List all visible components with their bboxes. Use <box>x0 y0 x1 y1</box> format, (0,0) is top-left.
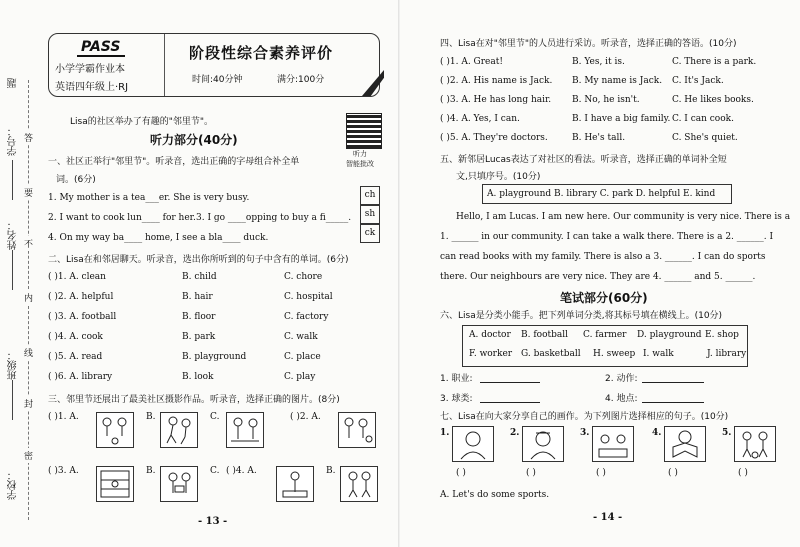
qr-code-icon[interactable] <box>346 113 382 149</box>
s6-word-d: D. playground <box>637 330 702 340</box>
s3-q4-b-label: B. <box>326 466 336 476</box>
s4-row-1-a[interactable]: ( )1. A. Great! <box>440 57 503 67</box>
s7-label-5: 5. <box>722 428 732 438</box>
s6-word-e: E. shop <box>705 330 739 340</box>
letter-box-ck: ck <box>360 224 380 243</box>
s6-word-f: F. worker <box>469 349 513 359</box>
s2-row-2-a[interactable]: ( )2. A. helpful <box>48 292 114 302</box>
s6-blank-1[interactable] <box>480 382 540 383</box>
s1-title-1: 一、社区正举行"邻里节"。听录音，选出正确的字母组合补全单 <box>48 157 300 167</box>
grade-label: 英语四年级上·RJ <box>55 82 129 93</box>
s6-word-i: I. walk <box>643 349 674 359</box>
s1-q2: 2. I want to cook lun____ for her. <box>48 213 196 223</box>
s2-row-1-b: B. child <box>182 272 217 282</box>
s3-q1-b-label: B. <box>146 412 156 422</box>
s5-passage-4: there. Our neighbours are very nice. They are 4. ______ and 5. ______. <box>440 272 756 282</box>
s6-blank-4[interactable] <box>642 402 704 403</box>
s2-title: 二、Lisa在和邻居聊天。听录音，选出你所听到的句子中含有的单词。(6分) <box>48 255 349 265</box>
kids-running-image <box>161 413 197 447</box>
s3-q3-pic-a[interactable] <box>96 466 134 502</box>
s4-row-3-a[interactable]: ( )3. A. He has long hair. <box>440 95 552 105</box>
s7-pic-1 <box>452 426 494 462</box>
s4-row-2-c: C. It's Jack. <box>672 76 724 86</box>
s4-row-5-c: C. She's quiet. <box>672 133 738 143</box>
s2-row-6-a[interactable]: ( )6. A. library <box>48 372 113 382</box>
s2-row-1-c: C. chore <box>284 272 323 282</box>
s3-q3-c-label: C. <box>210 466 220 476</box>
s3-q4[interactable]: ( )4. A. <box>226 466 257 476</box>
s6-title: 六、Lisa是分类小能手。把下列单词分类,将其标号填在横线上。(10分) <box>440 311 723 321</box>
page-number-14: - 14 - <box>593 512 623 523</box>
s3-q1-pic-b[interactable] <box>160 412 198 448</box>
s3-q1-pic-c[interactable] <box>226 412 264 448</box>
s3-q4-pic-b[interactable] <box>340 466 378 502</box>
listening-section-title: 听力部分(40分) <box>150 133 238 147</box>
letter-box-sh: sh <box>360 205 380 224</box>
s3-q3-pic-b[interactable] <box>160 466 198 502</box>
s2-row-6-b: B. look <box>182 372 214 382</box>
s6-word-j: J. library <box>707 349 747 359</box>
s7-pic-5 <box>734 426 776 462</box>
series-name: 小学学霸作业本 <box>55 64 125 75</box>
s6-category-2: 2. 动作: <box>605 374 638 384</box>
name-line[interactable] <box>12 250 13 290</box>
kids-reading-image <box>161 467 197 501</box>
s7-blank-1[interactable]: ( ) <box>456 468 466 478</box>
s7-label-2: 2. <box>510 428 520 438</box>
s4-row-2-b: B. My name is Jack. <box>572 76 663 86</box>
s3-title: 三、邻里节还展出了最美社区摄影作品。听录音，选择正确的图片。(8分) <box>48 395 340 405</box>
s6-word-c: C. farmer <box>583 330 627 340</box>
s2-row-5-c: C. place <box>284 352 321 362</box>
class-line[interactable] <box>12 380 13 420</box>
name-label: 姓名： <box>8 220 19 250</box>
student-id-line[interactable] <box>12 160 13 200</box>
s1-q1: 1. My mother is a tea___er. She is very busy. <box>48 193 250 203</box>
s5-word-bank-text: A. playground B. library C. park D. helpful E. kind <box>487 189 716 199</box>
s6-category-1: 1. 职业: <box>440 374 473 384</box>
s6-word-h: H. sweep <box>593 349 636 359</box>
s3-q4-pic-a[interactable] <box>276 466 314 502</box>
line-mark: 线 <box>24 345 33 360</box>
s1-q3: 3. I go ____opping to buy a fi_____. <box>196 213 352 223</box>
s5-passage-2: 1. ______ in our community. I can take a walk there. There is a 2. ______. I <box>440 232 774 242</box>
kids-playing-image <box>735 427 775 461</box>
qr-label-grading: 智能批改 <box>346 160 374 168</box>
s6-word-a: A. doctor <box>469 330 511 340</box>
s7-blank-3[interactable]: ( ) <box>596 468 606 478</box>
s3-q2-pic-a[interactable] <box>338 412 376 448</box>
s6-category-3: 3. 球类: <box>440 394 473 404</box>
girl-portrait-image <box>453 427 493 461</box>
s7-blank-4[interactable]: ( ) <box>668 468 678 478</box>
s2-row-3-a[interactable]: ( )3. A. football <box>48 312 117 322</box>
s7-blank-5[interactable]: ( ) <box>738 468 748 478</box>
letter-box-ch: ch <box>360 186 380 205</box>
dense-mark: 密 <box>24 448 33 463</box>
s5-passage-1: Hello, I am Lucas. I am new here. Our community is very nice. There is a <box>456 212 791 222</box>
child-reading-image <box>665 427 705 461</box>
seal-mark: 封 <box>24 396 33 411</box>
s2-row-6-c: C. play <box>284 372 316 382</box>
kids-basketball-image <box>339 413 375 447</box>
s4-row-4-a[interactable]: ( )4. A. Yes, I can. <box>440 114 520 124</box>
s7-label-3: 3. <box>580 428 590 438</box>
s4-row-2-a[interactable]: ( )2. A. His name is Jack. <box>440 76 553 86</box>
right-page <box>400 0 800 547</box>
school-label: 学校： <box>8 470 19 500</box>
kids-chore-image <box>227 413 263 447</box>
s4-row-4-b: B. I have a big family. <box>572 114 671 124</box>
written-section-title: 笔试部分(60分) <box>560 291 648 305</box>
s3-q2[interactable]: ( )2. A. <box>290 412 321 422</box>
s2-row-4-a[interactable]: ( )4. A. cook <box>48 332 103 342</box>
s6-word-g: G. basketball <box>521 349 581 359</box>
s7-label-1: 1. <box>440 428 450 438</box>
required-mark: 要 <box>24 185 33 200</box>
header-box <box>48 33 380 97</box>
s4-row-5-b: B. He's tall. <box>572 133 626 143</box>
s4-row-5-a[interactable]: ( )5. A. They're doctors. <box>440 133 548 143</box>
kids-walking-image <box>341 467 377 501</box>
s1-title-2: 词。(6分) <box>56 175 96 185</box>
s6-category-4: 4. 地点: <box>605 394 638 404</box>
s4-row-3-c: C. He likes books. <box>672 95 754 105</box>
inside-mark: 内 <box>24 290 33 305</box>
s3-q1[interactable]: ( )1. A. <box>48 412 79 422</box>
s7-title: 七、Lisa在向大家分享自己的画作。为下列图片选择相应的句子。(10分) <box>440 412 729 422</box>
intro-text: Lisa的社区举办了有趣的"邻里节"。 <box>70 117 213 127</box>
s3-q1-pic-a[interactable] <box>96 412 134 448</box>
s4-row-1-c: C. There is a park. <box>672 57 757 67</box>
student-info-margin <box>0 0 42 547</box>
s7-blank-2[interactable]: ( ) <box>526 468 536 478</box>
s2-row-1-a[interactable]: ( )1. A. clean <box>48 272 106 282</box>
s3-q1-c-label: C. <box>210 412 220 422</box>
s7-option-a: A. Let's do some sports. <box>440 490 550 500</box>
s4-row-4-c: C. I can cook. <box>672 114 734 124</box>
s6-blank-2[interactable] <box>642 382 704 383</box>
s3-q3[interactable]: ( )3. A. <box>48 466 79 476</box>
s7-pic-2 <box>522 426 564 462</box>
s6-word-box <box>462 325 748 367</box>
header-brand-box <box>49 34 165 96</box>
no-mark: 不 <box>24 236 33 251</box>
page-number-13: - 13 - <box>198 516 228 527</box>
s2-row-3-c: C. factory <box>284 312 329 322</box>
s2-row-4-c: C. walk <box>284 332 318 342</box>
answer-mark: 答 <box>24 130 33 145</box>
library-shelves-image <box>97 467 133 501</box>
kids-football-image <box>97 413 133 447</box>
time-label: 时间:40分钟 <box>192 75 243 85</box>
s4-row-1-b: B. Yes, it is. <box>572 57 625 67</box>
s2-row-5-a[interactable]: ( )5. A. read <box>48 352 103 362</box>
s7-pic-3 <box>592 426 634 462</box>
s2-row-4-b: B. park <box>182 332 216 342</box>
s7-pic-4 <box>664 426 706 462</box>
s2-row-2-c: C. hospital <box>284 292 333 302</box>
s1-q4: 4. On my way ba____ home, I see a bla____ duck. <box>48 233 269 243</box>
s2-row-5-b: B. playground <box>182 352 247 362</box>
s4-title: 四、Lisa在对"邻里节"的人员进行采访。听录音，选择正确的答语。(10分) <box>440 39 737 49</box>
s3-q3-b-label: B. <box>146 466 156 476</box>
student-id-label: 学号： <box>8 126 19 156</box>
qr-label-listen: 听力 <box>353 150 367 158</box>
class-label: 班级： <box>8 350 19 380</box>
boy-portrait-image <box>523 427 563 461</box>
s2-row-3-b: B. floor <box>182 312 216 322</box>
title-mark: 题 <box>8 78 19 88</box>
s6-word-b: B. football <box>521 330 569 340</box>
s5-title-1: 五、新邻居Lucas表达了对社区的看法。听录音，选择正确的单词补全短 <box>440 155 727 165</box>
s5-word-bank <box>482 184 732 204</box>
s2-row-2-b: B. hair <box>182 292 213 302</box>
family-room-image <box>593 427 633 461</box>
s5-title-2: 文,只填序号。(10分) <box>456 172 541 182</box>
page-title: 阶段性综合素养评价 <box>189 44 334 62</box>
kitchen-cooking-image <box>277 467 313 501</box>
brand-logo: PASS <box>81 39 121 55</box>
s5-passage-3: can read books with my family. There is also a 3. ______. I can do sports <box>440 252 766 262</box>
s4-row-3-b: B. No, he isn't. <box>572 95 640 105</box>
score-label: 满分:100分 <box>277 75 325 85</box>
s6-blank-3[interactable] <box>480 402 540 403</box>
s7-label-4: 4. <box>652 428 662 438</box>
